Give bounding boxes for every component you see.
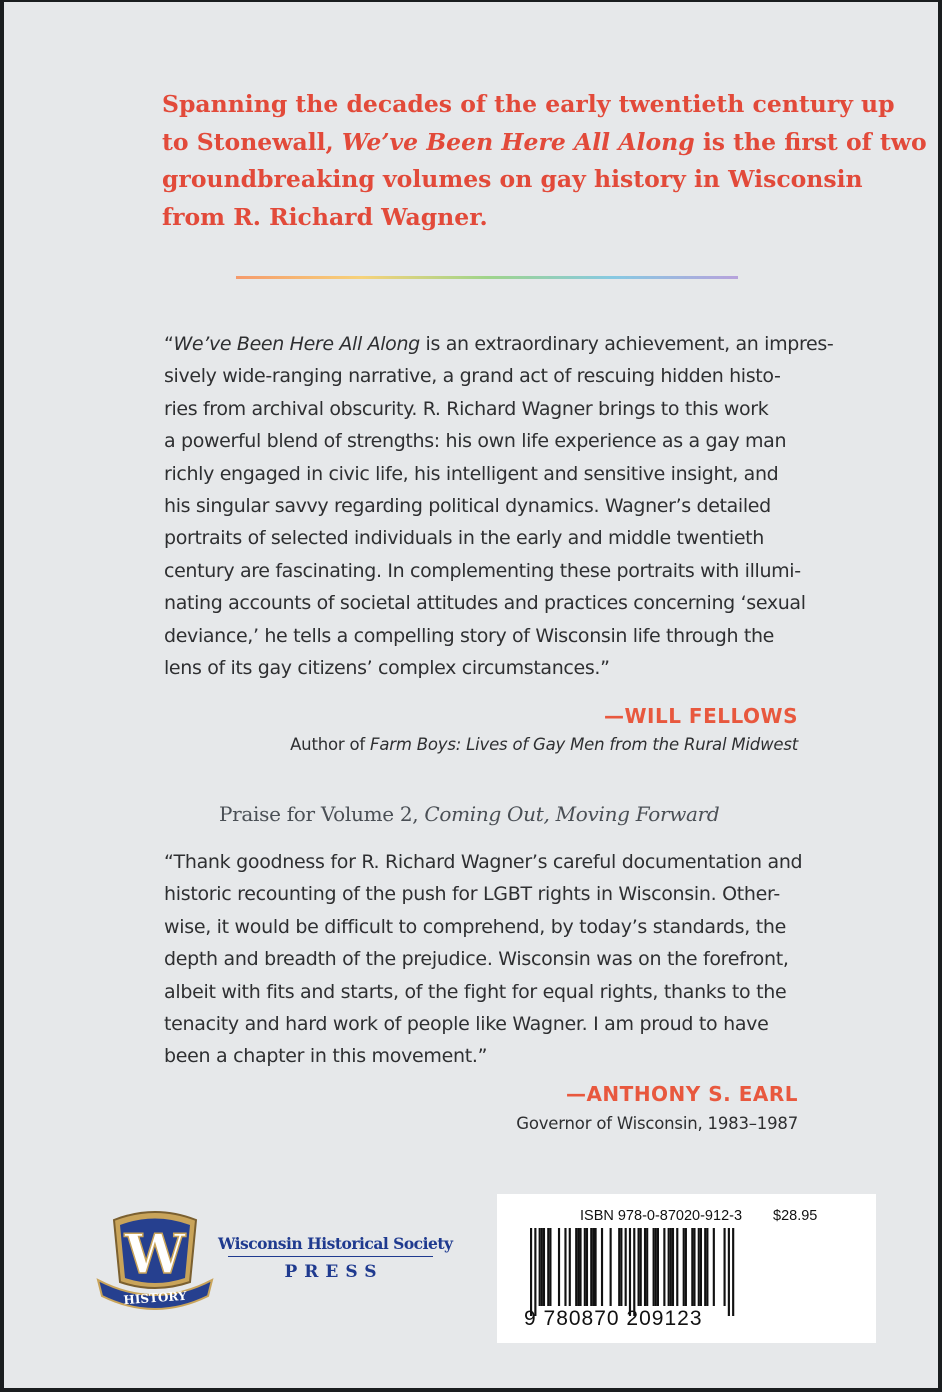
barcode-bar [683, 1228, 685, 1306]
tagline-line: Spanning the decades of the early twentieth century up [162, 90, 895, 118]
publisher-name-line2: PRESS [284, 1262, 384, 1282]
barcode-bar [601, 1228, 603, 1306]
open-quote: “ [164, 333, 174, 355]
barcode-bar [569, 1228, 571, 1306]
quote-line [164, 328, 834, 360]
barcode-bar [610, 1228, 612, 1306]
barcode-bar [657, 1228, 659, 1306]
quote-line: “Thank goodness for R. Richard Wagner’s careful documentation and [164, 851, 803, 873]
quote-line: lens of its gay citizens’ complex circumstances.” [164, 657, 610, 680]
book-title: We’ve Been Here All Along [341, 127, 695, 156]
tagline-text: to Stonewall, [162, 127, 342, 156]
barcode-bar [534, 1228, 536, 1316]
barcode-bar [592, 1228, 594, 1306]
barcode-bar [539, 1228, 541, 1306]
barcode-bar [676, 1228, 678, 1306]
barcode-bar [700, 1228, 702, 1306]
barcode-bar [698, 1228, 700, 1306]
barcode-bar [564, 1228, 566, 1306]
quote-line: deviance,’ he tells a compelling story of Wisconsin life through the [164, 624, 775, 647]
quote-line: ries from archival obscurity. R. Richard Wagner brings to this work [164, 397, 769, 420]
rainbow-divider [236, 276, 738, 279]
attribution-prefix: Author of [290, 735, 371, 754]
barcode-bar [706, 1228, 708, 1306]
tagline [162, 86, 927, 236]
barcode-bar [549, 1228, 551, 1306]
barcode-bars [530, 1228, 850, 1318]
barcode-bar [595, 1228, 597, 1306]
barcode-bar [724, 1228, 726, 1306]
quote-line: depth and breadth of the prejudice. Wisconsin was on the forefront, [164, 948, 789, 971]
barcode-bar [693, 1228, 695, 1306]
quote-line: nating accounts of societal attitudes and practices concerning ‘sexual [164, 592, 806, 615]
quote-line: albeit with fits and starts, of the fight for equal rights, thanks to the [164, 980, 787, 1003]
barcode-bar [691, 1228, 693, 1306]
quote-line: tenacity and hard work of people like Wagner. I am proud to have [164, 1013, 769, 1036]
barcode-bar [672, 1228, 674, 1306]
attribution-name: —WILL FELLOWS [603, 704, 798, 728]
barcode-bar [558, 1228, 560, 1306]
barcode-bar [547, 1228, 549, 1306]
attribution-description: Governor of Wisconsin, 1983–1987 [516, 1114, 798, 1133]
quote-line: richly engaged in civic life, his intelligent and sensitive insight, and [164, 462, 779, 485]
barcode-bar [638, 1228, 640, 1306]
quote-line: century are fascinating. In complementing these portraits with illumi- [164, 559, 801, 582]
barcode-bar [655, 1228, 657, 1306]
barcode-bar [644, 1228, 646, 1306]
quote-line: portraits of selected individuals in the early and middle twentieth [164, 527, 764, 550]
quote-text: is an extraordinary achievement, an impres- [419, 333, 834, 355]
barcode-bar [704, 1228, 706, 1306]
attribution-name: —ANTHONY S. EARL [565, 1082, 798, 1106]
attribution-description [290, 735, 798, 754]
barcode-bar [577, 1228, 579, 1306]
barcode-bar [663, 1228, 665, 1306]
barcode-bar [625, 1228, 627, 1306]
barcode-bar [629, 1228, 631, 1316]
barcode-bar [620, 1228, 622, 1306]
quote-line: been a chapter in this movement.” [164, 1045, 488, 1068]
logo-letter: W [124, 1222, 186, 1286]
praise-book-title: Coming Out, Moving Forward [424, 802, 720, 826]
barcode-bar [668, 1228, 670, 1306]
review-quote [164, 328, 834, 684]
barcode-bar [579, 1228, 581, 1306]
barcode-bar [653, 1228, 655, 1306]
barcode-digits: 9 780870 209123 [524, 1307, 703, 1330]
publisher-name [218, 1234, 453, 1282]
book-title: We’ve Been Here All Along [173, 333, 420, 355]
publisher-rule [228, 1256, 433, 1257]
tagline-line [162, 124, 927, 162]
quote-line: wise, it would be difficult to comprehend, by today’s standards, the [164, 915, 787, 938]
barcode-bar [586, 1228, 588, 1306]
barcode-bar [590, 1228, 592, 1306]
quote-line: historic recounting of the push for LGBT rights in Wisconsin. Other- [164, 883, 780, 906]
barcode-bar [713, 1228, 715, 1306]
book-back-cover [4, 2, 938, 1388]
barcode-bar [543, 1228, 545, 1306]
praise-prefix: Praise for Volume 2, [219, 802, 425, 826]
barcode-bar [728, 1228, 730, 1316]
review-quote [164, 846, 814, 1073]
quote-line: a powerful blend of strengths: his own life experience as a gay man [164, 430, 787, 453]
isbn-number: ISBN 978-0-87020-912-3 [580, 1208, 743, 1224]
barcode-bar [670, 1228, 672, 1306]
tagline-line: from R. Richard Wagner. [162, 202, 488, 231]
barcode-bar [575, 1228, 577, 1306]
barcode-bar [618, 1228, 620, 1306]
barcode-bar [530, 1228, 532, 1316]
barcode-bar [584, 1228, 586, 1306]
barcode-bar [685, 1228, 687, 1306]
attribution-book-title: Farm Boys: Lives of Gay Men from the Rural Midwest [370, 735, 798, 754]
quote-line: his singular savvy regarding political dynamics. Wagner’s detailed [164, 495, 771, 518]
praise-heading [219, 802, 719, 826]
tagline-line: groundbreaking volumes on gay history in Wisconsin [162, 165, 863, 193]
barcode-bar [633, 1228, 635, 1316]
price: $28.95 [773, 1208, 818, 1224]
barcode-bar [646, 1228, 648, 1306]
wisconsin-history-logo [92, 1210, 218, 1310]
quote-line: sively wide-ranging narrative, a grand act of rescuing hidden histo- [164, 365, 781, 388]
tagline-text: is the first of two [694, 127, 927, 156]
barcode-box [497, 1194, 876, 1343]
logo-banner: HISTORY [123, 1288, 187, 1308]
publisher-name-line1: Wisconsin Historical Society [218, 1234, 453, 1253]
barcode-bar [541, 1228, 543, 1306]
barcode-bar [732, 1228, 734, 1316]
barcode-bar [640, 1228, 642, 1306]
